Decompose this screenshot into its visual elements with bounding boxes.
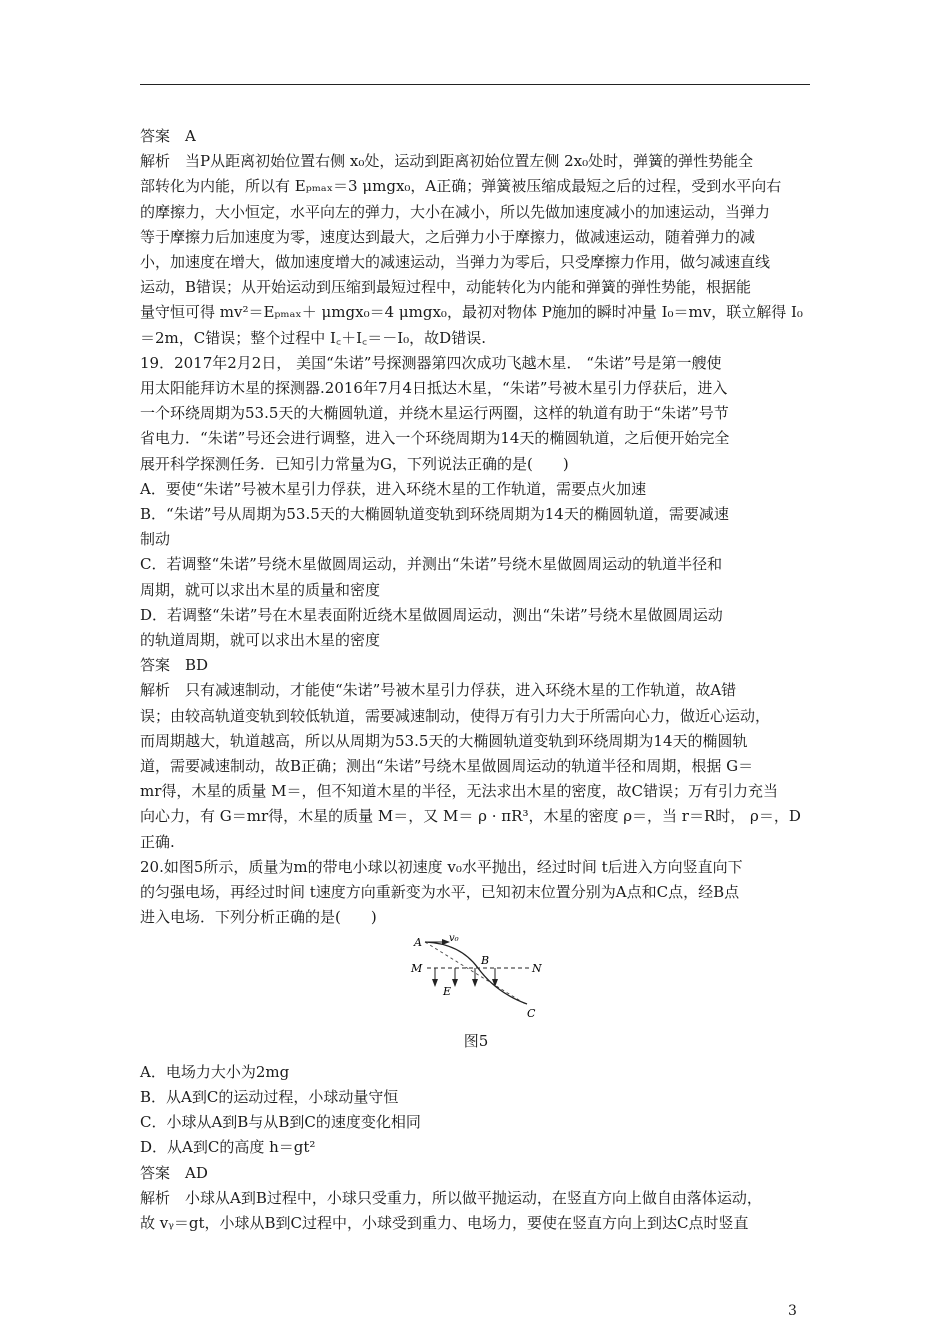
text-line: 周期，就可以求出木星的质量和密度 <box>140 580 381 599</box>
label-E: E <box>443 984 452 998</box>
label-M: M <box>411 961 423 975</box>
text-line: D．从A到C的高度 h＝gt² <box>140 1138 316 1157</box>
label-v0: v₀ <box>449 932 459 944</box>
text-line: 省电力．“朱诺”号还会进行调整，进入一个环绕周期为14天的椭圆轨道，之后便开始完全 <box>140 429 730 448</box>
text-line: B．从A到C的运动过程，小球动量守恒 <box>140 1087 399 1106</box>
text-block-options <box>140 1060 812 1236</box>
text-line: C．小球从A到B与从B到C的速度变化相同 <box>140 1113 421 1132</box>
label-N: N <box>532 961 542 975</box>
text-line: 答案 AD <box>140 1163 208 1182</box>
text-line: 用太阳能拜访木星的探测器.2016年7月4日抵达木星，“朱诺”号被木星引力俘获后，进入 <box>140 379 728 398</box>
label-C: C <box>527 1006 536 1020</box>
text-line: 答案 BD <box>140 656 209 675</box>
text-line: 19．2017年2月2日， 美国“朱诺”号探测器第四次成功飞越木星． “朱诺”号是第一艘使 <box>140 353 722 372</box>
trajectory-curve <box>425 942 527 1004</box>
figure-5 <box>140 933 812 1063</box>
text-line: 20.如图5所示，质量为m的带电小球以初速度 v₀水平抛出，经过时间 t后进入方向竖直向下 <box>140 857 743 876</box>
text-line: 的轨道周期，就可以求出木星的密度 <box>140 631 381 650</box>
label-B: B <box>481 953 490 967</box>
text-line: 道，需要减速制动，故B正确；测出“朱诺”号绕木星做圆周运动的轨道半径和周期，根据 G＝ <box>140 757 754 776</box>
text-line: 解析 当P从距离初始位置右侧 x₀处，运动到距离初始位置左侧 2x₀处时，弹簧的弹性势能全 <box>140 152 754 171</box>
text-line: 一个环绕周期为53.5天的大椭圆轨道，并绕木星运行两圈，这样的轨道有助于“朱诺”号节 <box>140 404 729 423</box>
text-line: 运动，B错误；从开始运动到压缩到最短过程中，动能转化为内能和弹簧的弹性势能，根据能 <box>140 278 752 297</box>
page-number: 3 <box>788 1303 797 1319</box>
text-line: B．“朱诺”号从周期为53.5天的大椭圆轨道变轨到环绕周期为14天的椭圆轨道，需要减速 <box>140 505 729 524</box>
text-line: 解析 只有减速制动，才能使“朱诺”号被木星引力俘获，进入环绕木星的工作轨道，故A错 <box>140 681 737 700</box>
text-line: 进入电场．下列分析正确的是( ) <box>140 908 377 927</box>
text-line: 向心力，有 G＝mr得，木星的质量 M＝，又 M＝ ρ · πR³，木星的密度 ρ＝，当 r＝R时， ρ＝，D <box>140 807 801 826</box>
label-A: A <box>414 935 422 949</box>
text-line: 的匀强电场，再经过时间 t速度方向重新变为水平，已知初末位置分别为A点和C点，经B点 <box>140 883 740 902</box>
text-line: A．电场力大小为2mg <box>140 1062 290 1081</box>
text-line: A．要使“朱诺”号被木星引力俘获，进入环绕木星的工作轨道，需要点火加速 <box>140 479 647 498</box>
dashed-path <box>425 942 527 1005</box>
text-block-main <box>140 124 812 931</box>
text-line: 正确. <box>140 832 175 851</box>
text-line: C．若调整“朱诺”号绕木星做圆周运动，并测出“朱诺”号绕木星做圆周运动的轨道半径和 <box>140 555 723 574</box>
text-line: 解析 小球从A到B过程中，小球只受重力，所以做平抛运动，在竖直方向上做自由落体运动， <box>140 1188 762 1207</box>
text-line: D．若调整“朱诺”号在木星表面附近绕木星做圆周运动，测出“朱诺”号绕木星做圆周运动 <box>140 605 723 624</box>
text-line: 小，加速度在增大，做加速度增大的减速运动，当弹力为零后，只受摩擦力作用，做匀减速直线 <box>140 253 771 272</box>
text-line: 等于摩擦力后加速度为零，速度达到最大，之后弹力小于摩擦力，做减速运动，随着弹力的减 <box>140 227 756 246</box>
figure-caption: 图5 <box>463 1031 489 1050</box>
text-line: 的摩擦力，大小恒定，水平向左的弹力，大小在减小，所以先做加速度减小的加速运动，当弹力 <box>140 202 771 221</box>
header-rule <box>140 84 810 85</box>
text-line: 而周期越大，轨道越高，所以从周期为53.5天的大椭圆轨道变轨到环绕周期为14天的椭圆轨 <box>140 731 748 750</box>
text-line: 展开科学探测任务．已知引力常量为G，下列说法正确的是( ) <box>140 454 569 473</box>
document-body <box>140 124 812 1236</box>
text-line: mr得，木星的质量 M＝，但不知道木星的半径，无法求出木星的密度，故C错误；万有引力充当 <box>140 782 779 801</box>
text-line: ＝2m，C错误；整个过程中 I꜀＋I꜀＝－I₀，故D错误. <box>140 328 486 347</box>
figure-diagram <box>405 933 555 1063</box>
text-line: 制动 <box>140 530 171 549</box>
text-line: 故 vᵧ＝gt，小球从B到C过程中，小球受到重力、电场力，要使在竖直方向上到达C点时竖直 <box>140 1213 749 1232</box>
text-line: 量守恒可得 mv²＝Eₚₘₐₓ＋ μmgx₀＝4 μmgx₀，最初对物体 P施加的瞬时冲量 I₀＝mv，联立解得 I₀ <box>140 303 803 322</box>
text-line: 部转化为内能，所以有 Eₚₘₐₓ＝3 μmgx₀，A正确；弹簧被压缩成最短之后的过程，受到水平向右 <box>140 177 782 196</box>
text-line: 答案 A <box>140 127 196 145</box>
text-line: 误；由较高轨道变轨到较低轨道，需要减速制动，使得万有引力大于所需向心力，做近心运动， <box>140 706 771 725</box>
